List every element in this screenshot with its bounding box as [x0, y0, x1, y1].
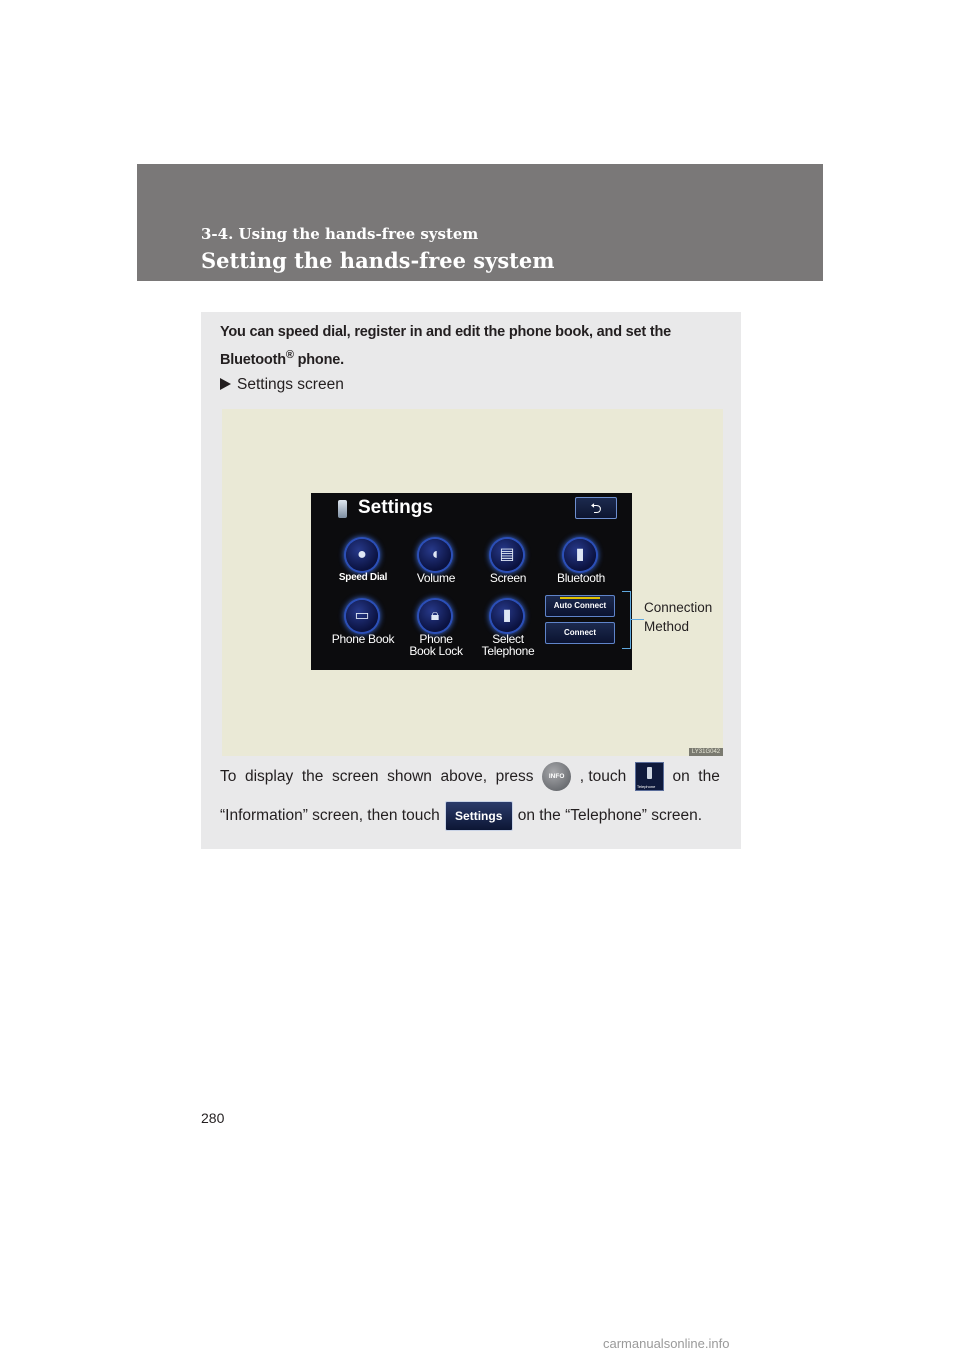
callout-line — [631, 619, 644, 620]
phone-icon — [338, 500, 347, 518]
callout-bracket — [622, 591, 631, 649]
telephone-button-icon: Telephone — [635, 762, 664, 791]
intro-text: You can speed dial, register in and edit the phone book, and set the Bluetooth® phone. — [220, 324, 672, 368]
bluetooth-label: Bluetooth — [556, 571, 605, 585]
figure — [222, 409, 723, 756]
volume-button[interactable] — [401, 539, 471, 601]
instructions: To display the screen shown above, press INFO , touch Telephone on the “Information” screen, then touch Settings on the “Telephone” screen. — [220, 757, 720, 835]
speed-dial-label: Speed Dial — [338, 572, 388, 583]
phone-book-icon: ▭ — [346, 600, 378, 632]
screen-icon: ▤ — [491, 539, 523, 571]
speed-dial-icon: ● — [346, 539, 378, 571]
watermark: carmanualsonline.info — [603, 1336, 730, 1351]
select-telephone-button[interactable] — [473, 600, 543, 662]
connection-method-callout: Connection Method — [644, 600, 713, 634]
phone-book-button[interactable] — [328, 600, 398, 662]
phone-book-label: Phone Book — [331, 632, 395, 646]
phone-book-lock-label: Phone Book Lock — [409, 632, 463, 658]
screen-label: Settings screen — [220, 376, 344, 394]
section-label: 3-4. Using the hands-free system — [201, 225, 479, 243]
settings-button-icon: Settings — [445, 801, 513, 831]
info-button-icon: INFO — [542, 762, 571, 791]
screen-label-device: Screen — [489, 571, 527, 585]
phone-book-lock-button[interactable] — [401, 600, 471, 662]
bluetooth-icon: ▮ — [564, 539, 596, 571]
auto-connect-button[interactable]: Auto Connect — [545, 595, 615, 617]
bluetooth-button[interactable] — [546, 539, 616, 601]
telephone-icon: ▮ — [491, 600, 523, 632]
header-band — [137, 164, 823, 281]
volume-icon: ◖ — [419, 539, 451, 571]
settings-title: Settings — [358, 497, 433, 518]
settings-screen — [311, 493, 632, 670]
registered-mark: ® — [285, 349, 294, 361]
back-button[interactable]: ⮌ — [575, 497, 617, 519]
page-title: Setting the hands-free system — [201, 248, 555, 273]
volume-label: Volume — [416, 571, 456, 585]
page-number: 280 — [201, 1110, 225, 1126]
selected-indicator — [560, 597, 600, 599]
speed-dial-button[interactable] — [328, 539, 398, 601]
figure-code: LY31G042 — [689, 748, 723, 756]
lock-icon: 🔒︎ — [419, 600, 451, 632]
content-box — [201, 312, 741, 849]
connect-button[interactable]: Connect — [545, 622, 615, 644]
screen-button[interactable] — [473, 539, 543, 601]
triangle-bullet-icon — [220, 378, 231, 390]
select-telephone-label: Select Telephone — [481, 632, 535, 658]
